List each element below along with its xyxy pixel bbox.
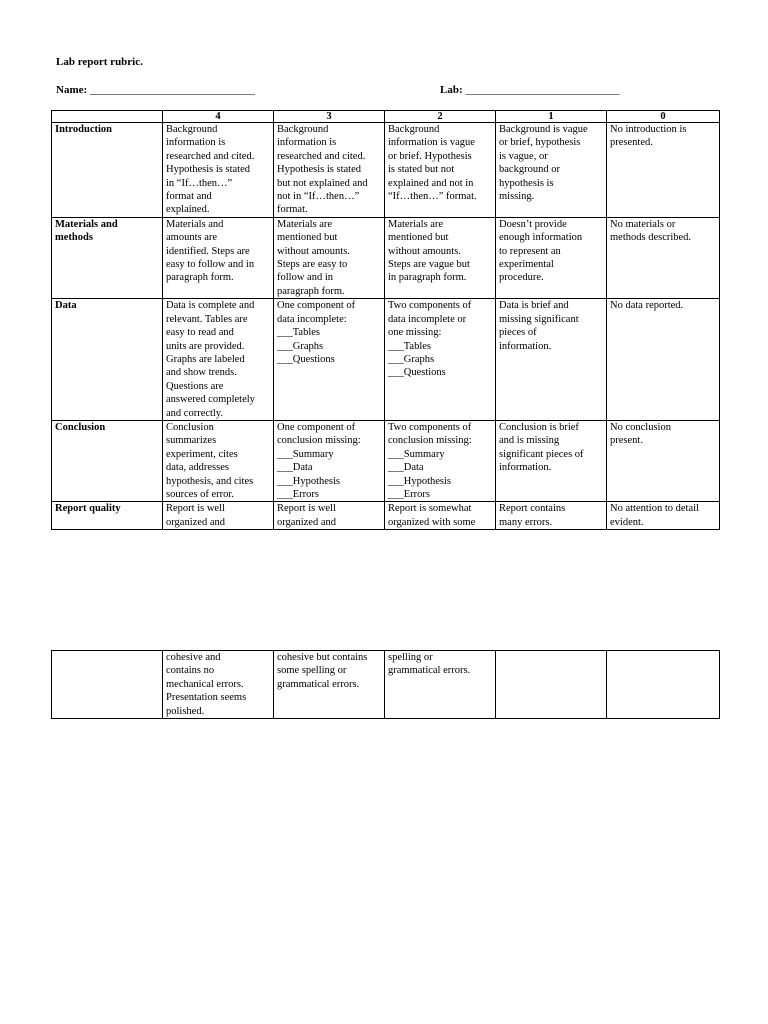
cell-text-line: amounts are [166,232,218,244]
cell-text-line: Background [277,124,329,135]
cell-text-line: Conclusion [166,421,214,433]
cell-text-line: not in “If…then…” [277,191,360,203]
cell-text-line: information is vague [388,137,475,149]
cell-text-line: Steps are vague but [388,259,470,271]
page-title: Lab report rubric. [56,56,143,68]
criterion-label: Materials and [55,218,118,230]
rubric-cell [163,123,274,218]
rubric-cell [385,299,496,421]
cell-text-line: Background is vague [499,124,588,135]
cell-text-line: or brief. Hypothesis [388,150,472,162]
cell-text-line: and correctly. [166,407,224,419]
criterion-cell [52,502,163,530]
cell-text-line: contains no [166,665,215,677]
name-blank: ______________________________ [89,84,255,96]
cell-text-line: cohesive and [166,652,221,663]
cell-text-line: information is [166,137,226,149]
criterion-cell [52,651,163,719]
score-header-1: 1 [496,111,607,123]
cell-text-line: conclusion missing: [277,435,361,447]
cell-text-line: format. [277,204,308,216]
rubric-cell [607,502,720,530]
cell-text-line: mentioned but [277,232,338,244]
cell-text-line: Data is brief and [499,300,569,312]
criterion-cell [52,420,163,501]
cell-text-line: significant pieces of [499,448,584,460]
cell-text-line: Report is somewhat [388,503,472,515]
rubric-cell [274,651,385,719]
cell-text-line: is vague, or [499,150,548,162]
cell-text-line: easy to read and [166,327,234,339]
cell-text-line: easy to follow and in [166,259,255,271]
rubric-cell [163,502,274,530]
cell-text-line: without amounts. [277,245,350,257]
rubric-cell [496,217,607,298]
cell-text-line: Materials are [388,218,444,230]
cell-text-line: units are provided. [166,340,245,352]
cell-text-line: many errors. [499,516,553,528]
rubric-cell [274,299,385,421]
rubric-cell [163,217,274,298]
cell-text-line: grammatical errors. [277,678,360,690]
score-header-row [52,111,720,123]
cell-text-line: format and [166,191,212,203]
cell-text-line: in paragraph form. [388,272,467,284]
cell-text-line: without amounts. [388,245,461,257]
rubric-cell [274,502,385,530]
criterion-label: Data [55,300,77,312]
cell-text-line: and show trends. [166,367,237,379]
cell-text-line: identified. Steps are [166,245,250,257]
cell-text-line: mechanical errors. [166,678,244,690]
cell-text-line: Report is well [277,503,336,515]
rubric-cell [496,502,607,530]
rubric-cell [163,651,274,719]
cell-text-line: follow and in [277,272,333,284]
cell-text-line: No materials or [610,218,676,230]
criterion-cell [52,299,163,421]
rubric-row-continued [52,651,720,719]
cell-text-line: ___Tables [277,327,321,339]
cell-text-line: “If…then…” format. [388,191,477,203]
rubric-row [52,123,720,218]
cell-text-line: grammatical errors. [388,665,471,677]
cell-text-line: procedure. [499,272,544,284]
cell-text-line: No introduction is [610,124,687,135]
cell-text-line: data incomplete: [277,313,347,325]
cell-text-line: Two components of [388,300,472,312]
cell-text-line: One component of [277,300,356,312]
cell-text-line: ___Summary [277,448,334,460]
cell-text-line: conclusion missing: [388,435,472,447]
cell-text-line: Hypothesis is stated [166,164,250,176]
cell-text-line: hypothesis, and cites [166,475,254,487]
rubric-cell [607,420,720,501]
cell-text-line: hypothesis is [499,177,554,189]
cell-text-line: relevant. Tables are [166,313,248,325]
cell-text-line: evident. [610,516,644,528]
cell-text-line: paragraph form. [277,285,345,297]
cell-text-line: researched and cited. [166,150,255,162]
cell-text-line: Presentation seems [166,692,247,704]
cell-text-line: cohesive but contains [277,652,368,663]
cell-text-line: present. [610,435,643,447]
rubric-cell [496,420,607,501]
cell-text-line: Graphs are labeled [166,353,245,365]
cell-text-line: methods described. [610,232,692,244]
cell-text-line: ___Errors [388,488,430,500]
cell-text-line: mentioned but [388,232,449,244]
cell-text-line: Materials are [277,218,333,230]
cell-text-line: ___Questions [277,353,335,365]
cell-text-line: Conclusion is brief [499,421,579,433]
cell-text-line: data, addresses [166,462,229,474]
cell-text-line: spelling or [388,652,433,663]
rubric-cell [607,123,720,218]
cell-text-line: Report contains [499,503,566,515]
cell-text-line: to represent an [499,245,561,257]
cell-text-line: Report is well [166,503,225,515]
cell-text-line: No attention to detail [610,503,699,515]
lab-blank: ____________________________ [465,84,620,96]
cell-text-line: organized with some [388,516,476,528]
rubric-cell [274,123,385,218]
rubric-table-continued [51,650,720,719]
criterion-cell [52,123,163,218]
cell-text-line: experimental [499,259,554,271]
cell-text-line: enough information [499,232,583,244]
cell-text-line: Hypothesis is stated [277,164,361,176]
cell-text-line: information is [277,137,337,149]
cell-text-line: ___Questions [388,367,446,379]
score-header-3: 3 [274,111,385,123]
cell-text-line: is stated but not [388,164,455,176]
cell-text-line: missing. [499,191,535,203]
rubric-table [51,110,720,530]
criterion-label: methods [55,232,93,244]
lab-field [440,84,619,96]
rubric-cell [496,651,607,719]
cell-text-line: missing significant [499,313,579,325]
criterion-label: Conclusion [55,421,106,433]
cell-text-line: No data reported. [610,300,684,312]
rubric-cell [163,299,274,421]
name-label: Name: [56,84,88,96]
criterion-label: Introduction [55,124,112,135]
cell-text-line: polished. [166,705,205,717]
cell-text-line: and is missing [499,435,560,447]
rubric-cell [385,502,496,530]
cell-text-line: Steps are easy to [277,259,348,271]
cell-text-line: Materials and [166,218,224,230]
rubric-cell [274,420,385,501]
cell-text-line: Background [166,124,218,135]
rubric-cell [385,123,496,218]
rubric-cell [496,123,607,218]
cell-text-line: ___Graphs [388,353,435,365]
cell-text-line: but not explained and [277,177,368,189]
score-header-0: 0 [607,111,720,123]
cell-text-line: ___Graphs [277,340,324,352]
cell-text-line: Data is complete and [166,300,255,312]
cell-text-line: summarizes [166,435,217,447]
rubric-cell [385,420,496,501]
cell-text-line: ___Hypothesis [388,475,451,487]
cell-text-line: information. [499,340,552,352]
cell-text-line: explained and not in [388,177,474,189]
cell-text-line: explained. [166,204,210,216]
rubric-cell [607,651,720,719]
cell-text-line: answered completely [166,394,255,406]
rubric-cell [607,217,720,298]
rubric-cell [274,217,385,298]
cell-text-line: one missing: [388,327,442,339]
lab-label: Lab: [440,84,463,96]
cell-text-line: some spelling or [277,665,347,677]
cell-text-line: ___Tables [388,340,432,352]
criterion-cell [52,217,163,298]
score-header-4: 4 [163,111,274,123]
cell-text-line: researched and cited. [277,150,366,162]
score-header-blank [52,111,163,123]
cell-text-line: ___Errors [277,488,319,500]
cell-text-line: Two components of [388,421,472,433]
rubric-cell [385,217,496,298]
cell-text-line: ___Summary [388,448,445,460]
cell-text-line: Questions are [166,380,224,392]
rubric-row [52,299,720,421]
criterion-label: Report quality [55,503,121,515]
cell-text-line: paragraph form. [166,272,234,284]
cell-text-line: organized and [277,516,336,528]
cell-text-line: ___Data [277,462,313,474]
cell-text-line: One component of [277,421,356,433]
cell-text-line: ___Hypothesis [277,475,340,487]
rubric-cell [496,299,607,421]
cell-text-line: ___Data [388,462,424,474]
cell-text-line: experiment, cites [166,448,238,460]
cell-text-line: pieces of [499,327,537,339]
cell-text-line: presented. [610,137,653,149]
cell-text-line: Doesn’t provide [499,218,567,230]
cell-text-line: information. [499,462,552,474]
cell-text-line: No conclusion [610,421,671,433]
score-header-2: 2 [385,111,496,123]
rubric-row [52,502,720,530]
cell-text-line: organized and [166,516,225,528]
name-field [56,84,255,96]
rubric-row [52,217,720,298]
cell-text-line: sources of error. [166,488,234,500]
rubric-cell [607,299,720,421]
cell-text-line: in “If…then…” [166,177,233,189]
cell-text-line: Background [388,124,440,135]
cell-text-line: or brief, hypothesis [499,137,581,149]
rubric-row [52,420,720,501]
cell-text-line: background or [499,164,560,176]
cell-text-line: data incomplete or [388,313,467,325]
rubric-cell [385,651,496,719]
rubric-cell [163,420,274,501]
